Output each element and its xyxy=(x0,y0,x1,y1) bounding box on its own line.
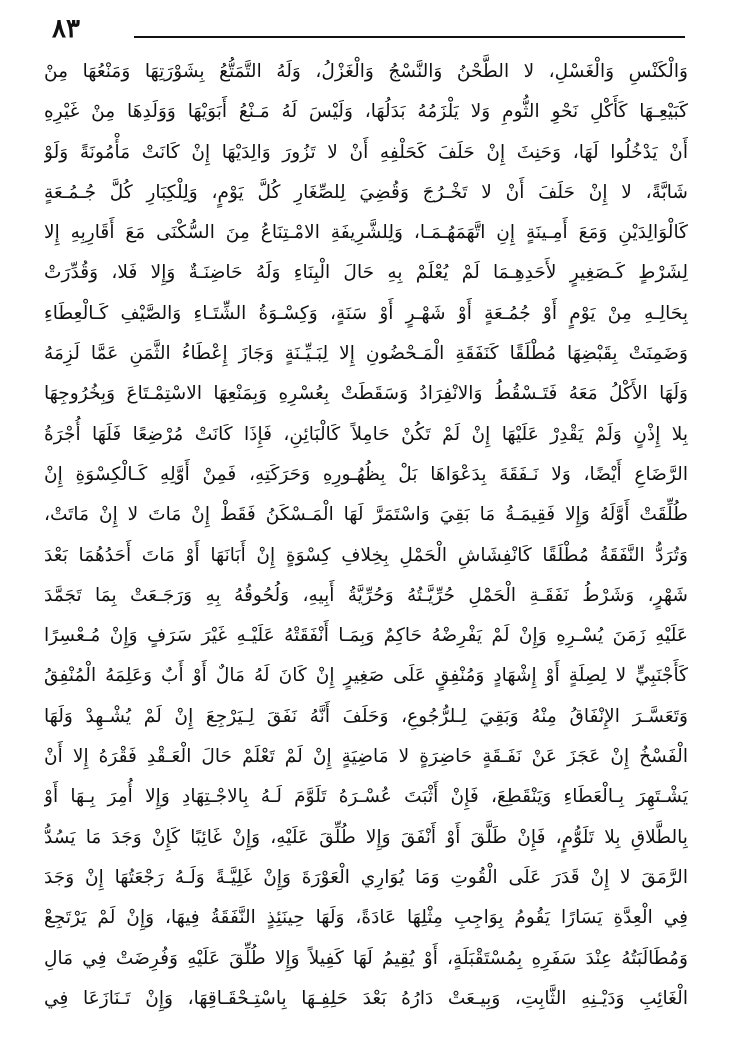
text-line: بِالطَّلاقِ بِلا تَلَوُّمٍ، فَإِنْ طَلَّقَ أَوْ أَنْفَقَ وَإِلا طُلِّقَ عَلَيْهِ، وَإِنْ غَائِبًا كَإِنْ وَجَدَ مَا يَسُدُّ xyxy=(44,826,688,848)
text-line: فِي الْعِدَّةِ يَسَارًا يَقُومُ بِوَاجِبِ مِثْلِهَا عَادَةً، وَلَهَا حِينَئِذٍ النَّفَقَةُ فِيهَا، وَإِنْ لَمْ يَرْتَجِعْ xyxy=(44,907,688,929)
text-line: بِلا إِذْنٍ وَلَمْ يَقْدِرْ عَلَيْهَا إِنْ لَمْ تَكُنْ حَامِلاً كَالْبَائِنِ، فَإِذَا كَانَتْ مُرْضِعًا فَلَهَا أُجْرَةُ xyxy=(44,423,688,445)
text-line: عَلَيْهِ زَمَنَ يُسْـرِهِ وَإِنْ لَمْ يَفْرِضْهُ حَاكِمٌ وَبِمَـا أَنْفَقَتْهُ عَلَيْـهِ غَيْرَ سَرَفٍ وَإِنْ مُـعْسِرًا xyxy=(44,625,688,647)
text-line: وَتَعَسَّـرَ الإِنْفَاقُ مِنْهُ وَبَقِيَ لِـلرُّجُوعِ، وَحَلَفَ أَنَّهُ نَفَقَ لِـيَرْجِعَ إِنْ لَمْ يُشْـهِدْ وَلَهَا xyxy=(44,705,688,727)
text-line: الْفَسْخُ إِنْ عَجَزَ عَنْ نَفَـقَةٍ حَاضِرَةٍ لا مَاضِيَةٍ إِنْ لَمْ تَعْلَمْ حَالَ الْعَـقْدِ فَقْرَهُ إِلا أَنْ xyxy=(44,746,688,768)
text-line: كَبَيْعِـهَا كَأَكْلِ نَحْوِ الثُّومِ وَلا يَلْزَمُهُ بَدَلُهَا، وَلَيْسَ لَهُ مَـنْعُ أَبَوَيْهَا وَوَلَدِهَا مِنْ غَيْرِهِ xyxy=(44,101,688,123)
text-line: شَهْرٍ، وَشَرْطُ نَفَقَـةِ الْحَمْلِ حُرِّيَّـتُهُ وَحُرِّيَّةُ أَبِيهِ، وَلُحُوقُهُ بِهِ وَرَجَـعَتْ بِمَا تَجَمَّدَ xyxy=(44,584,688,606)
text-line: وَلَهَا الأَكْلُ مَعَهُ فَتَـسْقُطُ وَالانْفِرَادُ وَسَقَطَتْ بِعُسْرِهِ وَبِمَنْعِهَا الاسْتِمْـتَاعَ وَبِخُرُوجِهَا xyxy=(44,383,688,405)
text-line: لِشَرْطٍ كَـصَغِيرٍ لأَحَدِهِـمَا لَمْ يُعْلَمْ بِهِ حَالَ الْبِنَاءِ وَلَهُ حَاضِنَـةٌ وَإِلا فَلا، وَقُدِّرَتْ xyxy=(44,262,688,284)
page-header xyxy=(52,14,685,44)
text-line: شَابَّةً، لا إِنْ حَلَفَ أَنْ لا تَخْـرُجَ وَقُضِيَ لِلصِّغَارِ كُلَّ يَوْمٍ، وَلِلْكِبَارِ كُلَّ جُـمُـعَةٍ xyxy=(44,181,688,203)
text-line: كَأَجْنَبِيٍّ لا لِصِلَةٍ أَوْ إِشْهَادٍ وَمُنْفِقٍ عَلَى صَغِيرٍ إِنْ كَانَ لَهُ مَالٌ أَوْ أَبٌ وَعَلِمَهُ الْمُنْفِقُ xyxy=(44,665,688,687)
text-line: وَضَمِنَتْ بِقَبْضِهَا مُطْلَقًا كَنَفَقَةِ الْمَـحْضُونِ إِلا لِبَـيِّـنَةٍ وَجَازَ إِعْطَاءُ الثَّمَنِ عَمَّا لَزِمَهُ xyxy=(44,343,688,365)
text-line: بِحَالِـهِ مِنْ يَوْمٍ أَوْ جُمُـعَةٍ أَوْ شَهْـرٍ أَوْ سَنَةٍ، وَكِسْـوَةُ الشِّتَـاءِ وَالصَّيْفِ كَـالْعِطَاءِ xyxy=(44,302,688,324)
text-line: الرَّضَاعِ أَيْضًا، وَلا نَـفَقَةَ بِدَعْوَاهَا بَلْ بِظُهُـورِهِ وَحَرَكَتِهِ، فَمِنْ أَوَّلِهِ كَـالْكِسْوَةِ إِنْ xyxy=(44,463,688,485)
text-line: وَمُطَالَبَتُهُ عِنْدَ سَفَرِهِ بِمُسْتَقْبَلَةٍ، أَوْ يُقِيمُ لَهَا كَفِيلاً وَإِلا طُلِّقَ عَلَيْهِ وَفُرِضَتْ فِي مَالِ xyxy=(44,947,688,969)
text-line: الْغَائِبِ وَدَيْـنِهِ الثَّابِتِ، وَبِيـعَتْ دَارُهُ بَعْدَ حَلِفِـهَا بِاسْتِـحْقَـاقِهَا، وَإِنْ تَـنَازَعَا فِي xyxy=(44,987,688,1009)
text-line: أَنْ يَدْخُلُوا لَهَا، وَحَنِثَ إِنْ حَلَفَ كَحَلْفِهِ أَنْ لا تَزُورَ وَالِدَيْهَا إِنْ كَانَتْ مَأْمُونَةً وَلَوْ xyxy=(44,141,688,163)
header-rule xyxy=(134,36,685,38)
text-line: طُلِّقَتْ أَوَّلَهُ وَإِلا فَقِيمَـةُ مَا بَقِيَ وَاسْتَمَرَّ لَهَا الْمَـسْكَنُ فَقَطْ إِنْ مَاتَ لا إِنْ مَاتَتْ، xyxy=(44,504,688,526)
text-line: وَتُرَدُّ النَّفَقَةُ مُطْلَقًا كَانْفِشَاشِ الْحَمْلِ بِخِلافِ كِسْوَةٍ إِنْ أَبَانَهَا أَوْ مَاتَ أَحَدُهُمَا بَعْدَ xyxy=(44,544,688,566)
text-line: الرَّمَقَ لا إِنْ قَدَرَ عَلَى الْقُوتِ وَمَا يُوَارِي الْعَوْرَةَ وَإِنْ غَلِيَّـةً وَلَـهُ رَجْعَتُهَا إِنْ وَجَدَ xyxy=(44,866,688,888)
text-line: يَشْـتَهِرَ بِـالْعَطَاءِ وَيَنْقَطِعَ، فَإِنْ أَثْبَتَ عُسْـرَهُ تَلَوَّمَ لَـهُ بِالاجْـتِهَادِ وَإِلا أُمِرَ بِـهَا أَوْ xyxy=(44,786,688,808)
text-line: كَالْوَالِدَيْنِ وَمَعَ أَمِـينَةٍ إِنِ اتَّهَمَهُـمَـا، وَلِلشَّرِيفَةِ الامْـتِنَاعُ مِنَ السُّكْنَى مَعَ أَقَارِبِهِ إِلا xyxy=(44,222,688,244)
body-text xyxy=(44,52,688,1019)
text-line: وَالْكَنْسِ وَالْغَسْلِ، لا الطَّحْنُ وَالنَّسْجُ وَالْغَزْلُ، وَلَهُ التَّمَتُّعُ بِشَوْرَتِهَا وَمَنْعُهَا مِنْ xyxy=(44,61,688,82)
page-number: ٨٣ xyxy=(52,14,80,44)
